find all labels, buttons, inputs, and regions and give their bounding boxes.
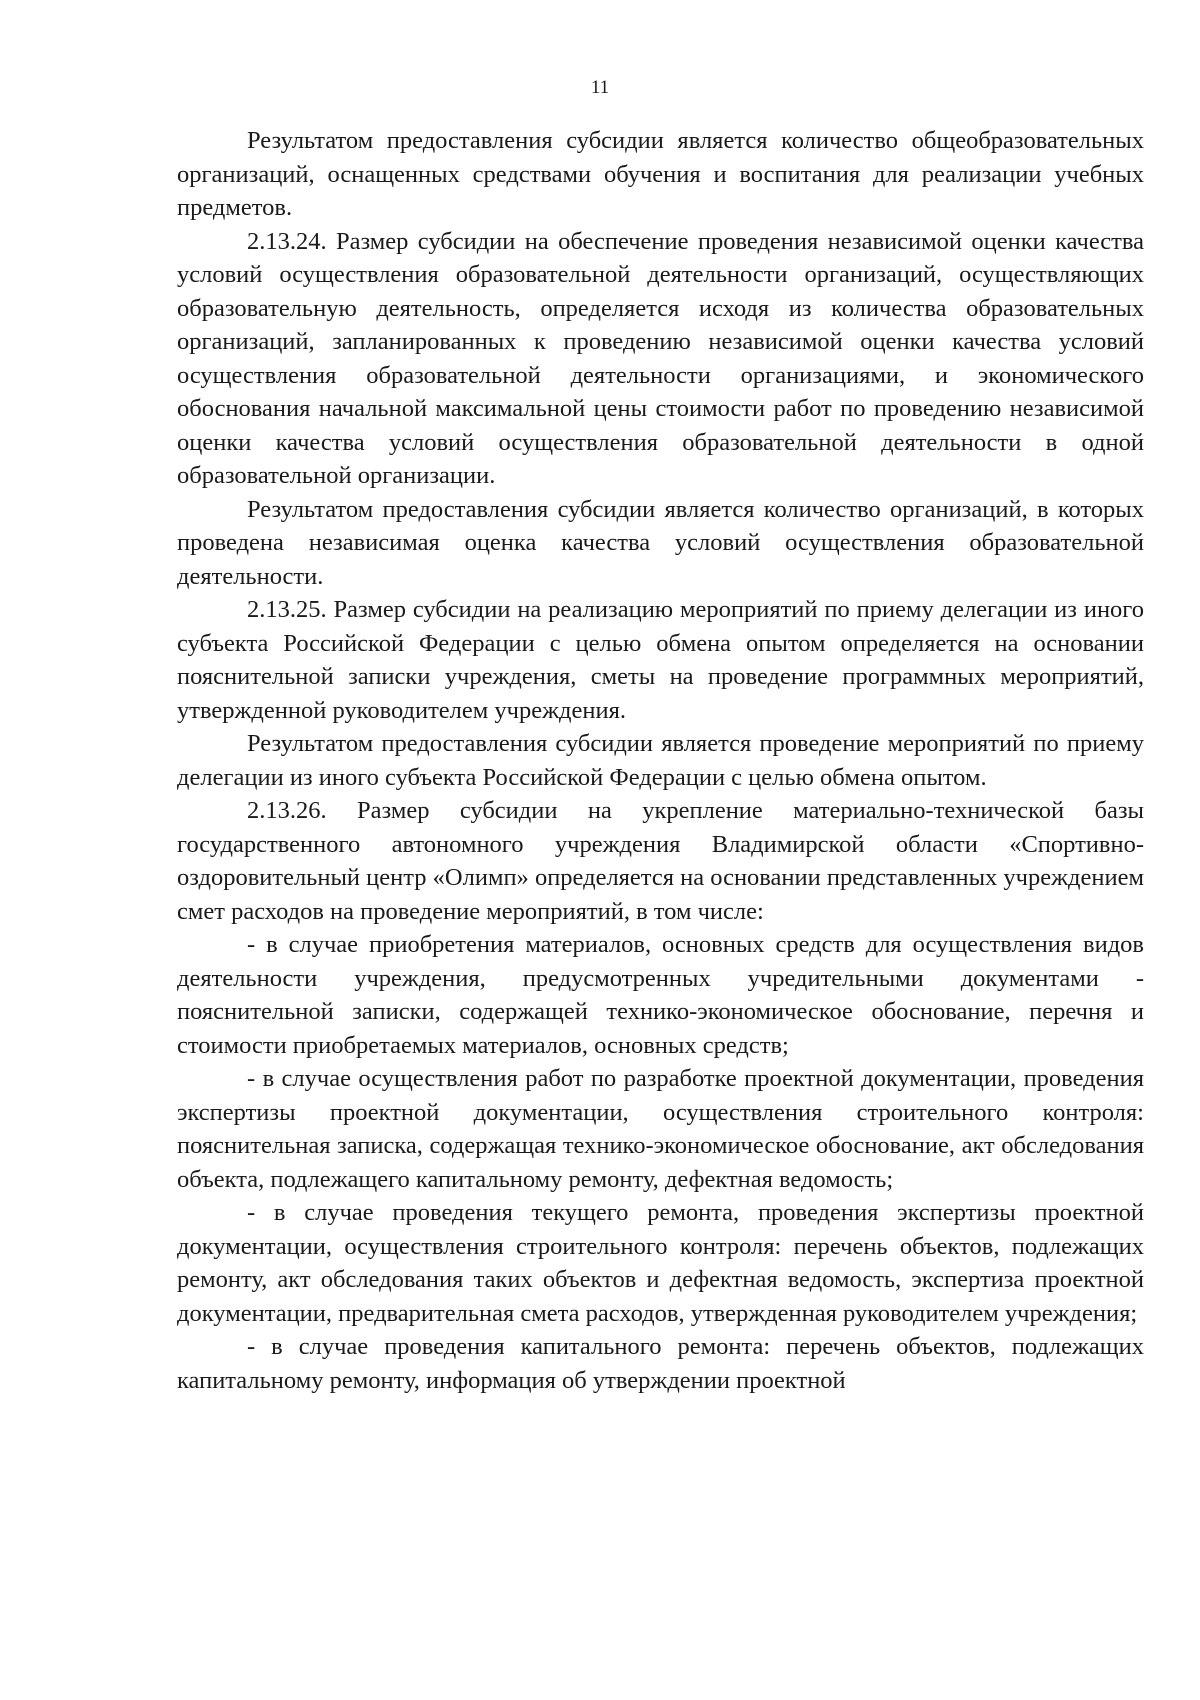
paragraph-2-13-24: 2.13.24. Размер субсидии на обеспечение проведения независимой оценки качества условий осуществления образовательной деятельности организаций, осуществляющих образовательную деятельность, определяется исходя из количества образовательных организаций, запланированных к проведению независимой оценки качества условий осуществления образовательной деятельности организациями, и экономического обоснования начальной максимальной цены стоимости работ по проведению независимой оценки качества условий осуществления образовательной деятельности в одной образовательной организации. — [177, 227, 1144, 489]
paragraph-subsidy-result-equipment: Результатом предоставления субсидии является количество общеобразовательных организаций, оснащенных средствами обучения и воспитания для реализации учебных предметов. — [177, 127, 1144, 221]
paragraph-2-13-26: 2.13.26. Размер субсидии на укрепление материально-технической базы государственного автономного учреждения Владимирской области «Спортивно-оздоровительный центр «Олимп» определяется на основании представленных учреждением смет расходов на проведение мероприятий, в том числе: — [177, 797, 1144, 925]
paragraph-subsidy-result-delegation: Результатом предоставления субсидии является проведение мероприятий по приему делегации из иного субъекта Российской Федерации с целью обмена опытом. — [177, 730, 1144, 791]
document-body — [177, 124, 1144, 1397]
page-number: 11 — [590, 77, 610, 98]
list-item-design-documentation: - в случае осуществления работ по разработке проектной документации, проведения экспертизы проектной документации, осуществления строительного контроля: пояснительная записка, содержащая технико-экономическое обоснование, акт обследования объекта, подлежащего капитальному ремонту, дефектная ведомость; — [177, 1065, 1144, 1193]
list-item-materials-purchase: - в случае приобретения материалов, основных средств для осуществления видов деятельности учреждения, предусмотренных учредительными документами - пояснительной записки, содержащей технико-экономическое обоснование, перечня и стоимости приобретаемых материалов, основных средств; — [177, 931, 1144, 1059]
paragraph-subsidy-result-assessment: Результатом предоставления субсидии является количество организаций, в которых проведена независимая оценка качества условий осуществления образовательной деятельности. — [177, 495, 1144, 590]
list-item-current-repair: - в случае проведения текущего ремонта, проведения экспертизы проектной документации, осуществления строительного контроля: перечень объектов, подлежащих ремонту, акт обследования таких объектов и дефектная ведомость, экспертиза проектной документации, предварительная смета расходов, утвержденная руководителем учреждения; — [177, 1199, 1144, 1327]
paragraph-2-13-25: 2.13.25. Размер субсидии на реализацию мероприятий по приему делегации из иного субъекта Российской Федерации с целью обмена опытом определяется на основании пояснительной записки учреждения, сметы на проведение программных мероприятий, утвержденной руководителем учреждения. — [177, 596, 1144, 724]
list-item-capital-repair: - в случае проведения капитального ремонта: перечень объектов, подлежащих капитальному ремонту, информация об утверждении проектной — [177, 1333, 1144, 1394]
